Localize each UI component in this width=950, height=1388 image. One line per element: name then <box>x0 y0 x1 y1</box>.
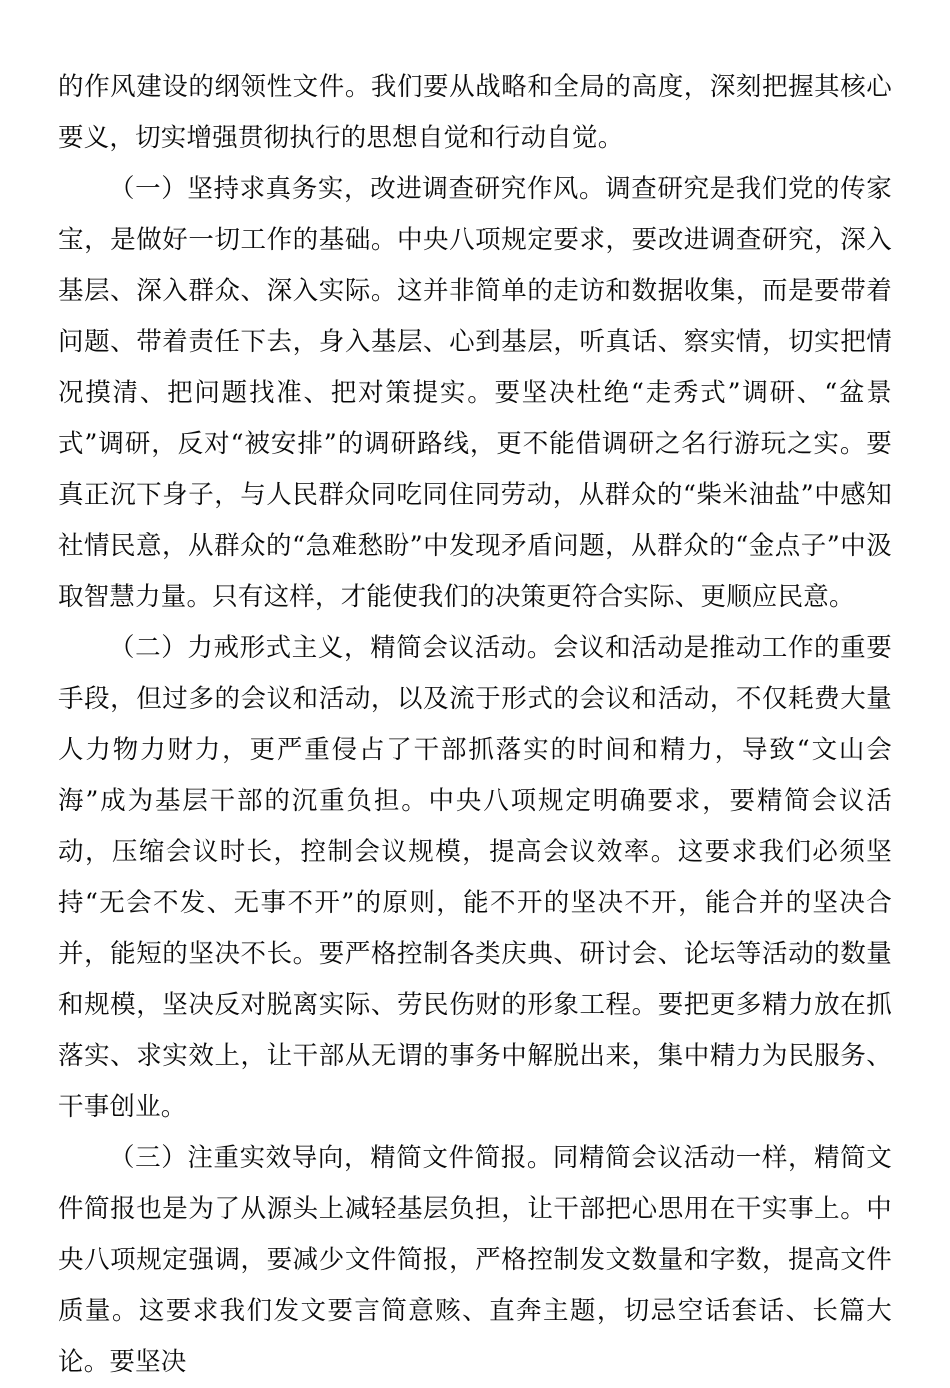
paragraph-section-one: （一）坚持求真务实，改进调查研究作风。调查研究是我们党的传家宝，是做好一切工作的基础。中央八项规定要求，要改进调查研究，深入基层、深入群众、深入实际。这并非简单的走访和数据收集，而是要带着问题、带着责任下去，身入基层、心到基层，听真话、察实情，切实把情况摸清、把问题找准、把对策提实。要坚决杜绝“走秀式”调研、“盆景式”调研，反对“被安排”的调研路线，更不能借调研之名行游玩之实。要真正沉下身子，与人民群众同吃同住同劳动，从群众的“柴米油盐”中感知社情民意，从群众的“急难愁盼”中发现矛盾问题，从群众的“金点子”中汲取智慧力量。只有这样，才能使我们的决策更符合实际、更顺应民意。 <box>58 174 892 612</box>
paragraph-section-three: （三）注重实效导向，精简文件简报。同精简会议活动一样，精简文件简报也是为了从源头上减轻基层负担，让干部把心思用在干实事上。中央八项规定强调，要减少文件简报，严格控制发文数量和字数，提高文件质量。这要求我们发文要言简意赅、直奔主题，切忌空话套话、长篇大论。要坚决 <box>58 1143 892 1377</box>
paragraph-section-two: （二）力戒形式主义，精简会议活动。会议和活动是推动工作的重要手段，但过多的会议和活动，以及流于形式的会议和活动，不仅耗费大量人力物力财力，更严重侵占了干部抓落实的时间和精力，导致“文山会海”成为基层干部的沉重负担。中央八项规定明确要求，要精简会议活动，压缩会议时长，控制会议规模，提高会议效率。这要求我们必须坚持“无会不发、无事不开”的原则，能不开的坚决不开，能合并的坚决合并，能短的坚决不长。要严格控制各类庆典、研讨会、论坛等活动的数量和规模，坚决反对脱离实际、劳民伤财的形象工程。要把更多精力放在抓落实、求实效上，让干部从无谓的事务中解脱出来，集中精力为民服务、干事创业。 <box>58 633 892 1122</box>
document-body <box>58 62 892 1388</box>
paragraph-continued: 的作风建设的纲领性文件。我们要从战略和全局的高度，深刻把握其核心要义，切实增强贯彻执行的思想自觉和行动自觉。 <box>58 72 892 153</box>
